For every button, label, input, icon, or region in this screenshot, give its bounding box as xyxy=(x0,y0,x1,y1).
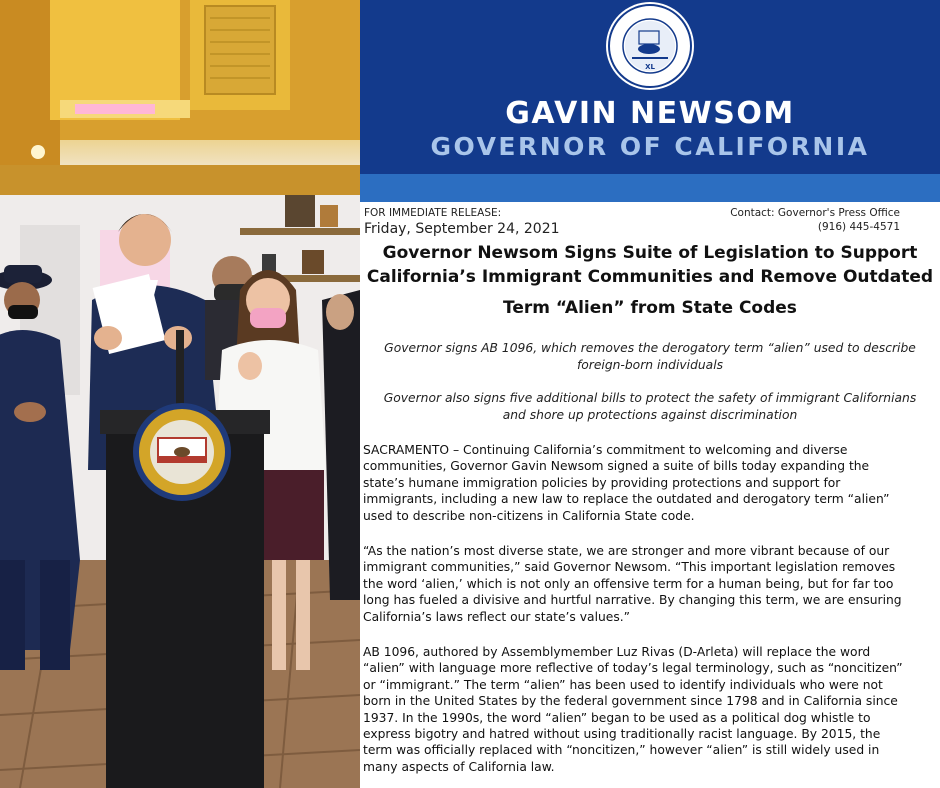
subheadline-line: foreign-born individuals xyxy=(576,358,724,372)
paragraph-line: long has fueled a divisive and hurtful narrative. By changing this term, we are ensuring xyxy=(363,593,902,608)
press-release xyxy=(360,0,940,788)
paragraph-line: “As the nation’s most diverse state, we are stronger and more vibrant because of our xyxy=(363,544,890,558)
governor-title: GOVERNOR OF CALIFORNIA xyxy=(430,132,870,161)
paragraph-line: express bigotry and hatred without using traditionally racist language. By 2015, the xyxy=(363,727,881,742)
paragraph-line: many aspects of California law. xyxy=(363,759,555,774)
headline-line: Governor Newsom Signs Suite of Legislation to Support xyxy=(382,243,918,263)
paragraph-line: “alien” with language more reflective of today’s legal terminology, such as “noncitizen” xyxy=(363,661,903,676)
subheadline xyxy=(360,340,940,374)
press-photo xyxy=(0,0,360,788)
paragraph-line: the word ‘alien,’ which is not only an offensive term for a human being, but for far too xyxy=(363,576,894,591)
header-banner xyxy=(360,0,940,174)
governor-name: GAVIN NEWSOM xyxy=(505,96,795,131)
paragraph-line: or “immigrant.” The term “alien” has been used to identify individuals who were not xyxy=(363,677,883,692)
headline-line: California’s Immigrant Communities and Remove Outdated xyxy=(366,267,934,287)
body-paragraph xyxy=(363,644,940,775)
body-paragraph xyxy=(363,543,940,625)
photo-illustration xyxy=(0,0,360,788)
subheadline-line: Governor signs AB 1096, which removes the derogatory term “alien” used to describe xyxy=(384,341,916,355)
governor-seal-logo xyxy=(605,1,695,91)
paragraph-line: state’s humane immigration policies by providing protections and support for xyxy=(363,475,841,490)
paragraph-line: 1937. In the 1990s, the word “alien” began to be used as a political dog whistle to xyxy=(363,710,871,725)
subheadline xyxy=(360,390,940,424)
paragraph-line: immigrant communities,” said Governor Newsom. “This important legislation removes xyxy=(363,560,896,575)
paragraph-line: used to describe non-citizens in California State code. xyxy=(363,508,695,523)
paragraph-line: California’s laws reflect our state’s values.” xyxy=(363,609,631,624)
release-date: Friday, September 24, 2021 xyxy=(364,221,560,237)
body-paragraph xyxy=(363,442,940,524)
subheadline-line: and shore up protections against discrimination xyxy=(502,408,798,422)
contact-phone: (916) 445-4571 xyxy=(817,221,900,233)
paragraph-line: immigrants, including a new law to replace the outdated and derogatory term “alien” xyxy=(363,492,890,507)
paragraph-line: born in the United States by the federal government since 1798 and in California since xyxy=(363,694,898,709)
subheadline-line: Governor also signs five additional bills to protect the safety of immigrant Californians xyxy=(383,391,917,405)
paragraph-line: communities, Governor Gavin Newsom signed a suite of bills today expanding the xyxy=(363,459,870,474)
paragraph-line: term was officially replaced with “noncitizen,” however “alien” is still widely used in xyxy=(363,743,880,758)
headline xyxy=(360,241,940,320)
svg-text:XL: XL xyxy=(645,63,655,71)
contact-label: Contact: Governor's Press Office xyxy=(730,207,900,219)
release-label: FOR IMMEDIATE RELEASE: xyxy=(364,207,502,219)
banner-strip xyxy=(360,174,940,202)
paragraph-line: AB 1096, authored by Assemblymember Luz Rivas (D-Arleta) will replace the word xyxy=(363,645,871,659)
paragraph-line: SACRAMENTO – Continuing California’s commitment to welcoming and diverse xyxy=(363,443,848,457)
headline-line: Term “Alien” from State Codes xyxy=(503,298,797,318)
